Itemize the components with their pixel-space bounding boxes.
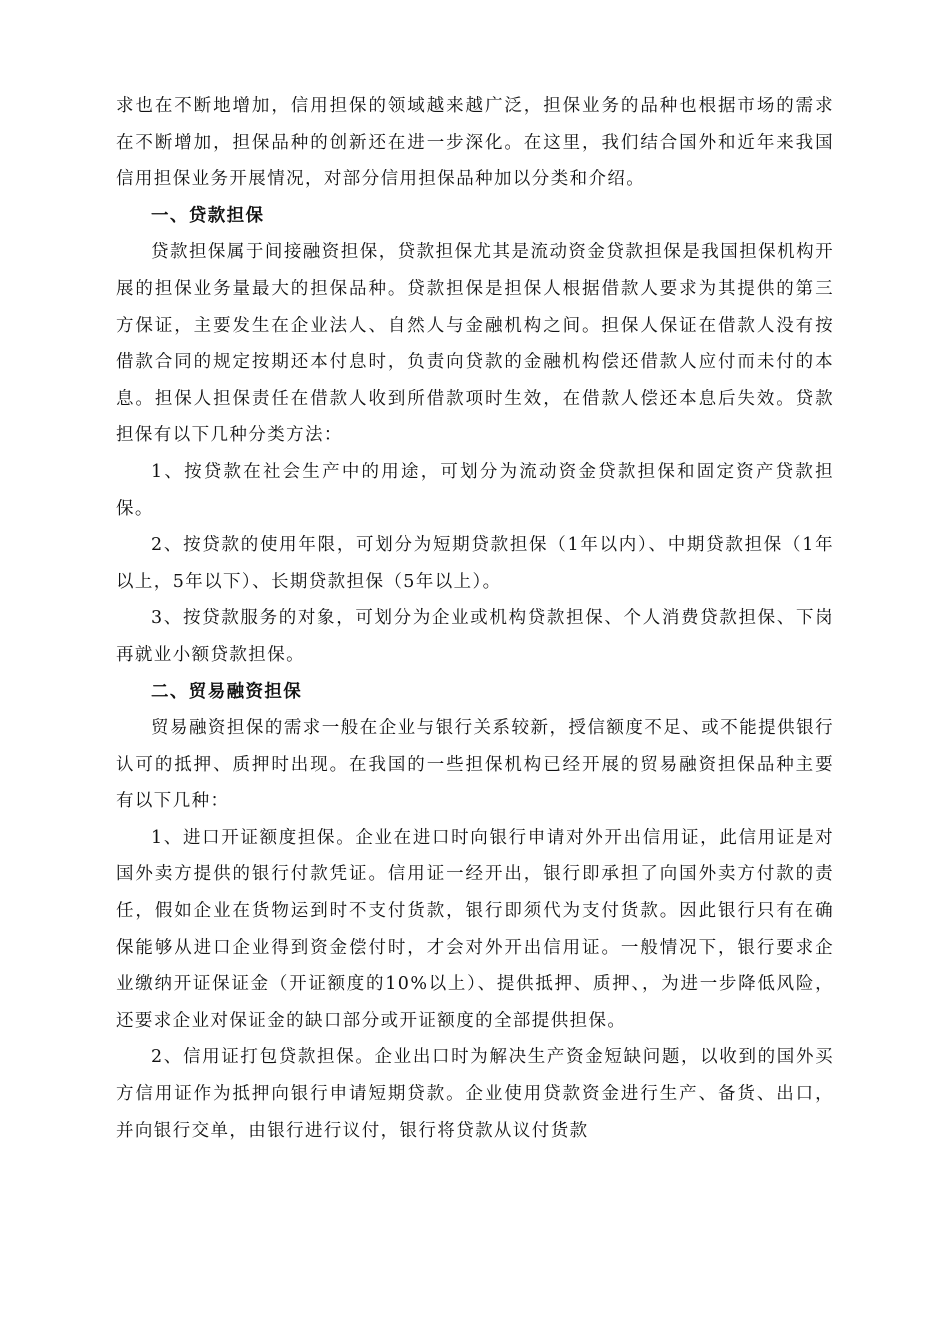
paragraph-import-lc: 1、进口开证额度担保。企业在进口时向银行申请对外开出信用证，此信用证是对国外卖方提供的银行付款凭证。信用证一经开出，银行即承担了向国外卖方付款的责任，假如企业在货物运到时不支付货款，银行即须代为支付货款。因此银行只有在确保能够从进口企业得到资金偿付时，才会对外开出信用证。一般情况下，银行要求企业缴纳开证保证金（开证额度的10%以上）、提供抵押、质押、，为进一步降低风险，还要求企业对保证金的缺口部分或开证额度的全部提供担保。 xyxy=(116,827,834,1031)
paragraph-trade-finance-body: 贸易融资担保的需求一般在企业与银行关系较新，授信额度不足、或不能提供银行认可的抵押、质押时出现。在我国的一些担保机构已经开展的贸易融资担保品种主要有以下几种： xyxy=(116,718,834,812)
section-heading-loan-guarantee: 一、贷款担保 xyxy=(151,205,265,226)
paragraph-loan-guarantee-body: 贷款担保属于间接融资担保，贷款担保尤其是流动资金贷款担保是我国担保机构开展的担保业务量最大的担保品种。贷款担保是担保人根据借款人要求为其提供的第三方保证，主要发生在企业法人、自然人与金融机构之间。担保人保证在借款人没有按借款合同的规定按期还本付息时，负责向贷款的金融机构偿还借款人应付而未付的本息。担保人担保责任在借款人收到所借款项时生效，在借款人偿还本息后失效。贷款担保有以下几种分类方法： xyxy=(116,242,834,446)
paragraph-packing-loan: 2、信用证打包贷款担保。企业出口时为解决生产资金短缺问题，以收到的国外买方信用证作为抵押向银行申请短期贷款。企业使用贷款资金进行生产、备货、出口，并向银行交单，由银行进行议付，银行将贷款从议付货款 xyxy=(116,1047,834,1141)
section-heading-trade-finance: 二、贸易融资担保 xyxy=(151,681,303,702)
paragraph-loan-term: 2、按贷款的使用年限，可划分为短期贷款担保（1年以内）、中期贷款担保（1年以上，5年以下）、长期贷款担保（5年以上）。 xyxy=(116,535,834,592)
paragraph-intro: 求也在不断地增加，信用担保的领域越来越广泛，担保业务的品种也根据市场的需求在不断增加，担保品种的创新还在进一步深化。在这里，我们结合国外和近年来我国信用担保业务开展情况，对部分信用担保品种加以分类和介绍。 xyxy=(116,96,834,190)
document-page xyxy=(116,88,834,1149)
paragraph-loan-object: 3、按贷款服务的对象，可划分为企业或机构贷款担保、个人消费贷款担保、下岗再就业小额贷款担保。 xyxy=(116,608,834,665)
paragraph-loan-usage: 1、按贷款在社会生产中的用途，可划分为流动资金贷款担保和固定资产贷款担保。 xyxy=(116,461,834,519)
